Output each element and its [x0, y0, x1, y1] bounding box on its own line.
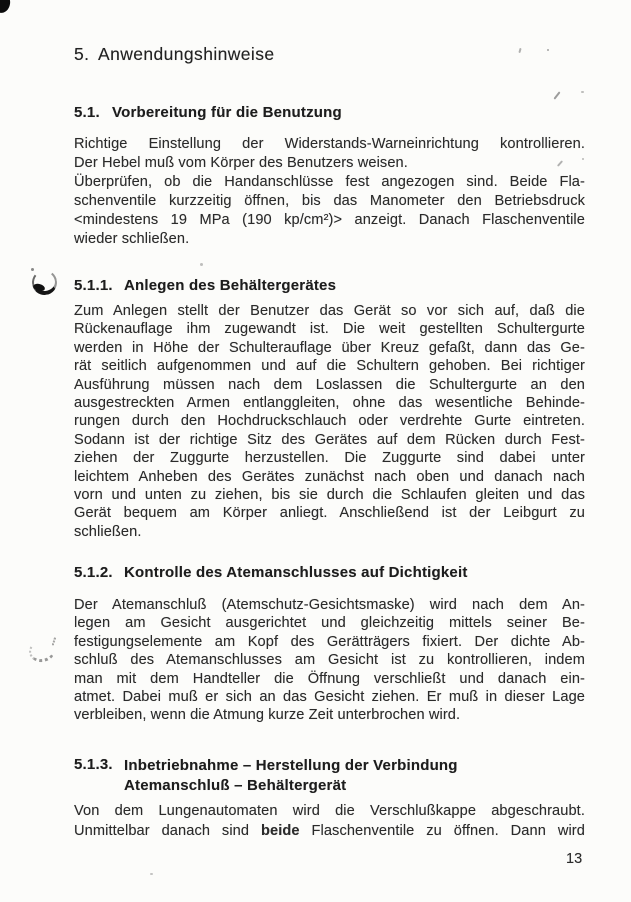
section-number: 5.1.3. [74, 756, 113, 773]
text-line: Ausführung müssen nach dem Loslassen die Schultergurte an den [74, 376, 585, 393]
text-line: ziehen der Zuggurte herzustellen. Die Zuggurte sind dabei unter [74, 450, 585, 467]
chapter-heading [74, 44, 585, 65]
text-line: Gerät bequem am Körper anliegt. Anschließend ist der Leibgurt zu [74, 505, 585, 522]
text-line: <mindestens 19 MPa (190 kp/cm²)> anzeigt. Danach Flaschenventile [74, 212, 585, 228]
scan-speck [581, 91, 584, 93]
text-line: ausgestreckten Armen entlanggleiten, ohne das wesentliche Behinde- [74, 394, 585, 411]
text-line: Richtige Einstellung der Widerstands-Warneinrichtung kontrollieren. [74, 136, 585, 152]
section-title [124, 756, 585, 795]
section-heading-5-1-2 [74, 564, 585, 581]
paragraph-leak-check [74, 596, 585, 725]
text-line: atmet. Dabei muß er sich an das Gesicht ziehen. Er muß in dieser Lage [74, 688, 585, 705]
text-line: rungen durch den Hochdruckschlauch oder verdrehte Gurte eintreten. [74, 413, 585, 430]
paragraph-preparation [74, 135, 585, 249]
text-line: man mit dem Handteller die Öffnung verschließt und danach ein- [74, 670, 585, 687]
scan-corner-artifact [0, 0, 11, 14]
text-segment: Unmittelbar danach sind [74, 822, 261, 839]
text-line: verbleiben, wenn die Atmung kurze Zeit unterbrochen wird. [74, 707, 461, 724]
section-heading-5-1-1 [74, 277, 585, 294]
chapter-number: 5. [74, 44, 90, 64]
ink-ring [31, 269, 58, 296]
text-line: leichtem Anheben des Gerätes zunächst nach oben und danach nach [74, 468, 585, 485]
text-line: schluß des Atemanschlusses am Gesicht ist zu kontrollieren, indem [74, 652, 585, 669]
scan-speck [200, 263, 203, 266]
section-title-line-2: Atemanschluß – Behältergerät [124, 776, 347, 794]
section-title: Vorbereitung für die Benutzung [112, 104, 342, 121]
text-line: festigungselemente am Kopf des Gerätträgers fixiert. Der dichte Ab- [74, 633, 585, 650]
ink-stamp-crescent-faint-icon [27, 637, 57, 663]
text-line: vorn und unten zu ziehen, bis sie durch die Schlaufen gleiten und das [74, 486, 585, 503]
text-line: schließen. [74, 523, 142, 540]
text-line: Überprüfen, ob die Handanschlüsse fest angezogen sind. Beide Fla- [74, 174, 585, 190]
section-title-line-1: Inbetriebnahme – Herstellung der Verbindung [124, 757, 458, 774]
chapter-title: Anwendungshinweise [98, 44, 275, 64]
paragraph-startup [74, 802, 585, 841]
text-line: Zum Anlegen stellt der Benutzer das Gerät so vor sich auf, daß die [74, 303, 585, 319]
section-number: 5.1. [74, 104, 100, 121]
section-title: Anlegen des Behältergerätes [124, 277, 337, 294]
text-segment-bold: beide [260, 822, 300, 839]
text-line: wieder schließen. [74, 231, 190, 247]
text-line: legen am Gesicht ausgerichtet und gleichzeitig mittels seiner Be- [74, 615, 585, 632]
text-line: Der Atemanschluß (Atemschutz-Gesichtsmaske) wird nach dem An- [74, 597, 585, 613]
section-number: 5.1.1. [74, 277, 113, 294]
ink-hook-faint [49, 636, 56, 645]
text-segment: Flaschenventile zu öffnen. Dann wird [299, 822, 585, 839]
paragraph-donning [74, 302, 585, 541]
section-number: 5.1.2. [74, 564, 113, 581]
section-heading-5-1 [74, 104, 585, 121]
text-line: werden in Höhe der Schulterauflage über Kreuz gefaßt, dann das Ge- [74, 339, 585, 356]
text-line: Von dem Lungenautomaten wird die Verschlußkappe abgeschraubt. [74, 803, 585, 819]
page-number: 13 [566, 851, 583, 867]
text-line: rät seitlich aufgenommen und auf die Schultern gehoben. Bei richtiger [74, 358, 585, 375]
text-line: Rückenauflage ihm zugewandt ist. Die weit gestellten Schultergurte [74, 321, 585, 338]
section-title: Kontrolle des Atemanschlusses auf Dichtigkeit [124, 564, 468, 581]
ink-stamp-crescent-icon [31, 268, 59, 296]
scan-speck [150, 873, 153, 875]
scan-speck [553, 91, 560, 99]
text-line: schenventile kurzzeitig öffnen, bis das Manometer den Betriebsdruck [74, 193, 585, 209]
text-line [74, 822, 585, 842]
ink-dot [31, 268, 34, 271]
section-heading-5-1-3 [74, 756, 585, 795]
text-line: Der Hebel muß vom Körper des Benutzers weisen. [74, 155, 408, 171]
text-line: Sodann ist der richtige Sitz des Gerätes auf dem Rücken durch Fest- [74, 431, 585, 448]
